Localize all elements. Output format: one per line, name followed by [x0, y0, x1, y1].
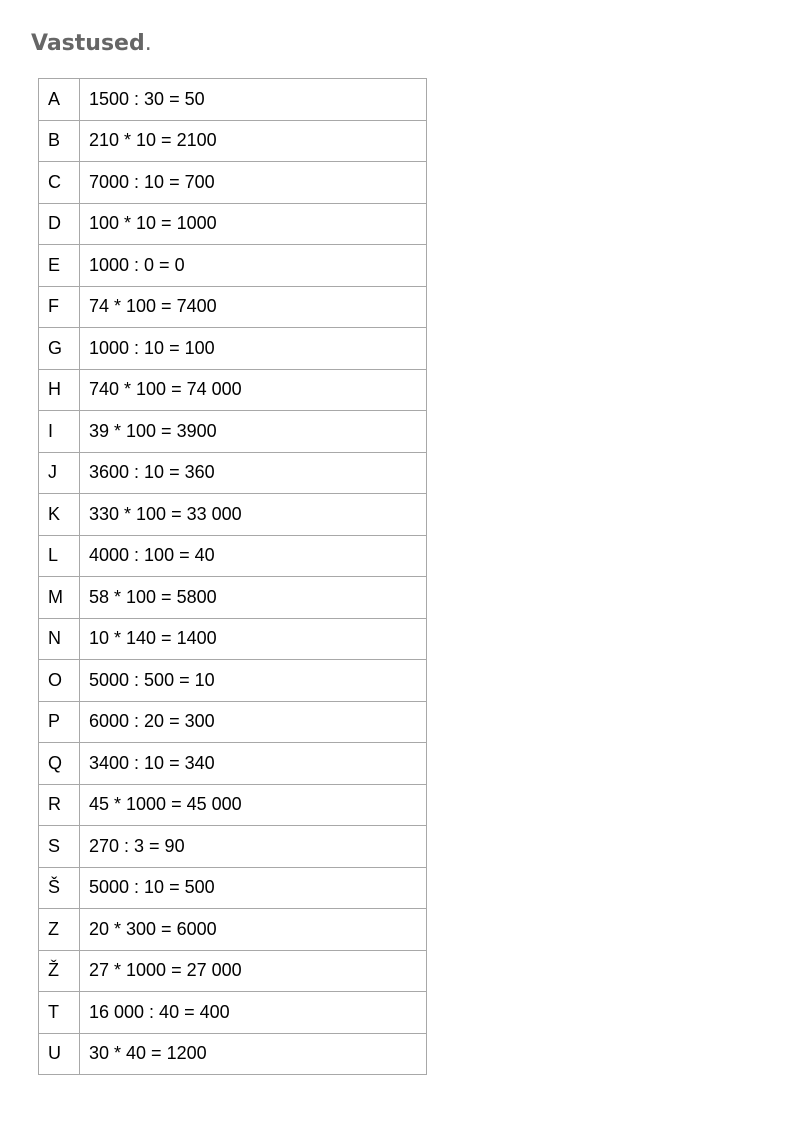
row-letter-cell: C: [39, 162, 80, 204]
row-letter-cell: I: [39, 411, 80, 453]
row-expression-cell: 100 * 10 = 1000: [80, 203, 427, 245]
table-row: [39, 286, 427, 328]
table-row: [39, 867, 427, 909]
answers-table: [38, 78, 427, 1075]
table-row: [39, 577, 427, 619]
row-expression-cell: 3400 : 10 = 340: [80, 743, 427, 785]
row-letter-cell: R: [39, 784, 80, 826]
row-letter-cell: S: [39, 826, 80, 868]
table-row: [39, 950, 427, 992]
row-expression-cell: 5000 : 10 = 500: [80, 867, 427, 909]
row-expression-cell: 1500 : 30 = 50: [80, 79, 427, 121]
row-letter-cell: G: [39, 328, 80, 370]
row-letter-cell: J: [39, 452, 80, 494]
row-expression-cell: 4000 : 100 = 40: [80, 535, 427, 577]
row-expression-cell: 16 000 : 40 = 400: [80, 992, 427, 1034]
row-letter-cell: Q: [39, 743, 80, 785]
row-letter-cell: M: [39, 577, 80, 619]
table-row: [39, 618, 427, 660]
page-title-text: Vastused: [31, 31, 145, 56]
row-letter-cell: D: [39, 203, 80, 245]
table-row: [39, 494, 427, 536]
row-expression-cell: 330 * 100 = 33 000: [80, 494, 427, 536]
table-row: [39, 701, 427, 743]
table-row: [39, 826, 427, 868]
row-expression-cell: 3600 : 10 = 360: [80, 452, 427, 494]
row-expression-cell: 39 * 100 = 3900: [80, 411, 427, 453]
row-letter-cell: Š: [39, 867, 80, 909]
row-letter-cell: K: [39, 494, 80, 536]
row-letter-cell: F: [39, 286, 80, 328]
table-row: [39, 452, 427, 494]
table-row: [39, 79, 427, 121]
row-letter-cell: E: [39, 245, 80, 287]
row-expression-cell: 30 * 40 = 1200: [80, 1033, 427, 1075]
table-row: [39, 162, 427, 204]
row-expression-cell: 10 * 140 = 1400: [80, 618, 427, 660]
row-expression-cell: 210 * 10 = 2100: [80, 120, 427, 162]
row-letter-cell: T: [39, 992, 80, 1034]
row-expression-cell: 7000 : 10 = 700: [80, 162, 427, 204]
row-expression-cell: 270 : 3 = 90: [80, 826, 427, 868]
table-row: [39, 992, 427, 1034]
row-letter-cell: L: [39, 535, 80, 577]
table-row: [39, 909, 427, 951]
table-row: [39, 784, 427, 826]
row-letter-cell: B: [39, 120, 80, 162]
row-expression-cell: 6000 : 20 = 300: [80, 701, 427, 743]
row-letter-cell: O: [39, 660, 80, 702]
row-letter-cell: N: [39, 618, 80, 660]
table-row: [39, 120, 427, 162]
answers-table-body: [39, 79, 427, 1075]
row-expression-cell: 5000 : 500 = 10: [80, 660, 427, 702]
row-expression-cell: 27 * 1000 = 27 000: [80, 950, 427, 992]
table-row: [39, 245, 427, 287]
row-letter-cell: P: [39, 701, 80, 743]
row-expression-cell: 20 * 300 = 6000: [80, 909, 427, 951]
row-letter-cell: H: [39, 369, 80, 411]
table-row: [39, 1033, 427, 1075]
row-expression-cell: 58 * 100 = 5800: [80, 577, 427, 619]
table-row: [39, 535, 427, 577]
table-row: [39, 369, 427, 411]
row-expression-cell: 740 * 100 = 74 000: [80, 369, 427, 411]
row-expression-cell: 74 * 100 = 7400: [80, 286, 427, 328]
row-expression-cell: 1000 : 0 = 0: [80, 245, 427, 287]
row-letter-cell: U: [39, 1033, 80, 1075]
table-row: [39, 328, 427, 370]
table-row: [39, 203, 427, 245]
table-row: [39, 660, 427, 702]
row-expression-cell: 1000 : 10 = 100: [80, 328, 427, 370]
table-row: [39, 411, 427, 453]
table-row: [39, 743, 427, 785]
page-title-dot: .: [144, 31, 152, 56]
page-title: [31, 28, 152, 60]
row-letter-cell: Z: [39, 909, 80, 951]
row-letter-cell: Ž: [39, 950, 80, 992]
row-letter-cell: A: [39, 79, 80, 121]
row-expression-cell: 45 * 1000 = 45 000: [80, 784, 427, 826]
